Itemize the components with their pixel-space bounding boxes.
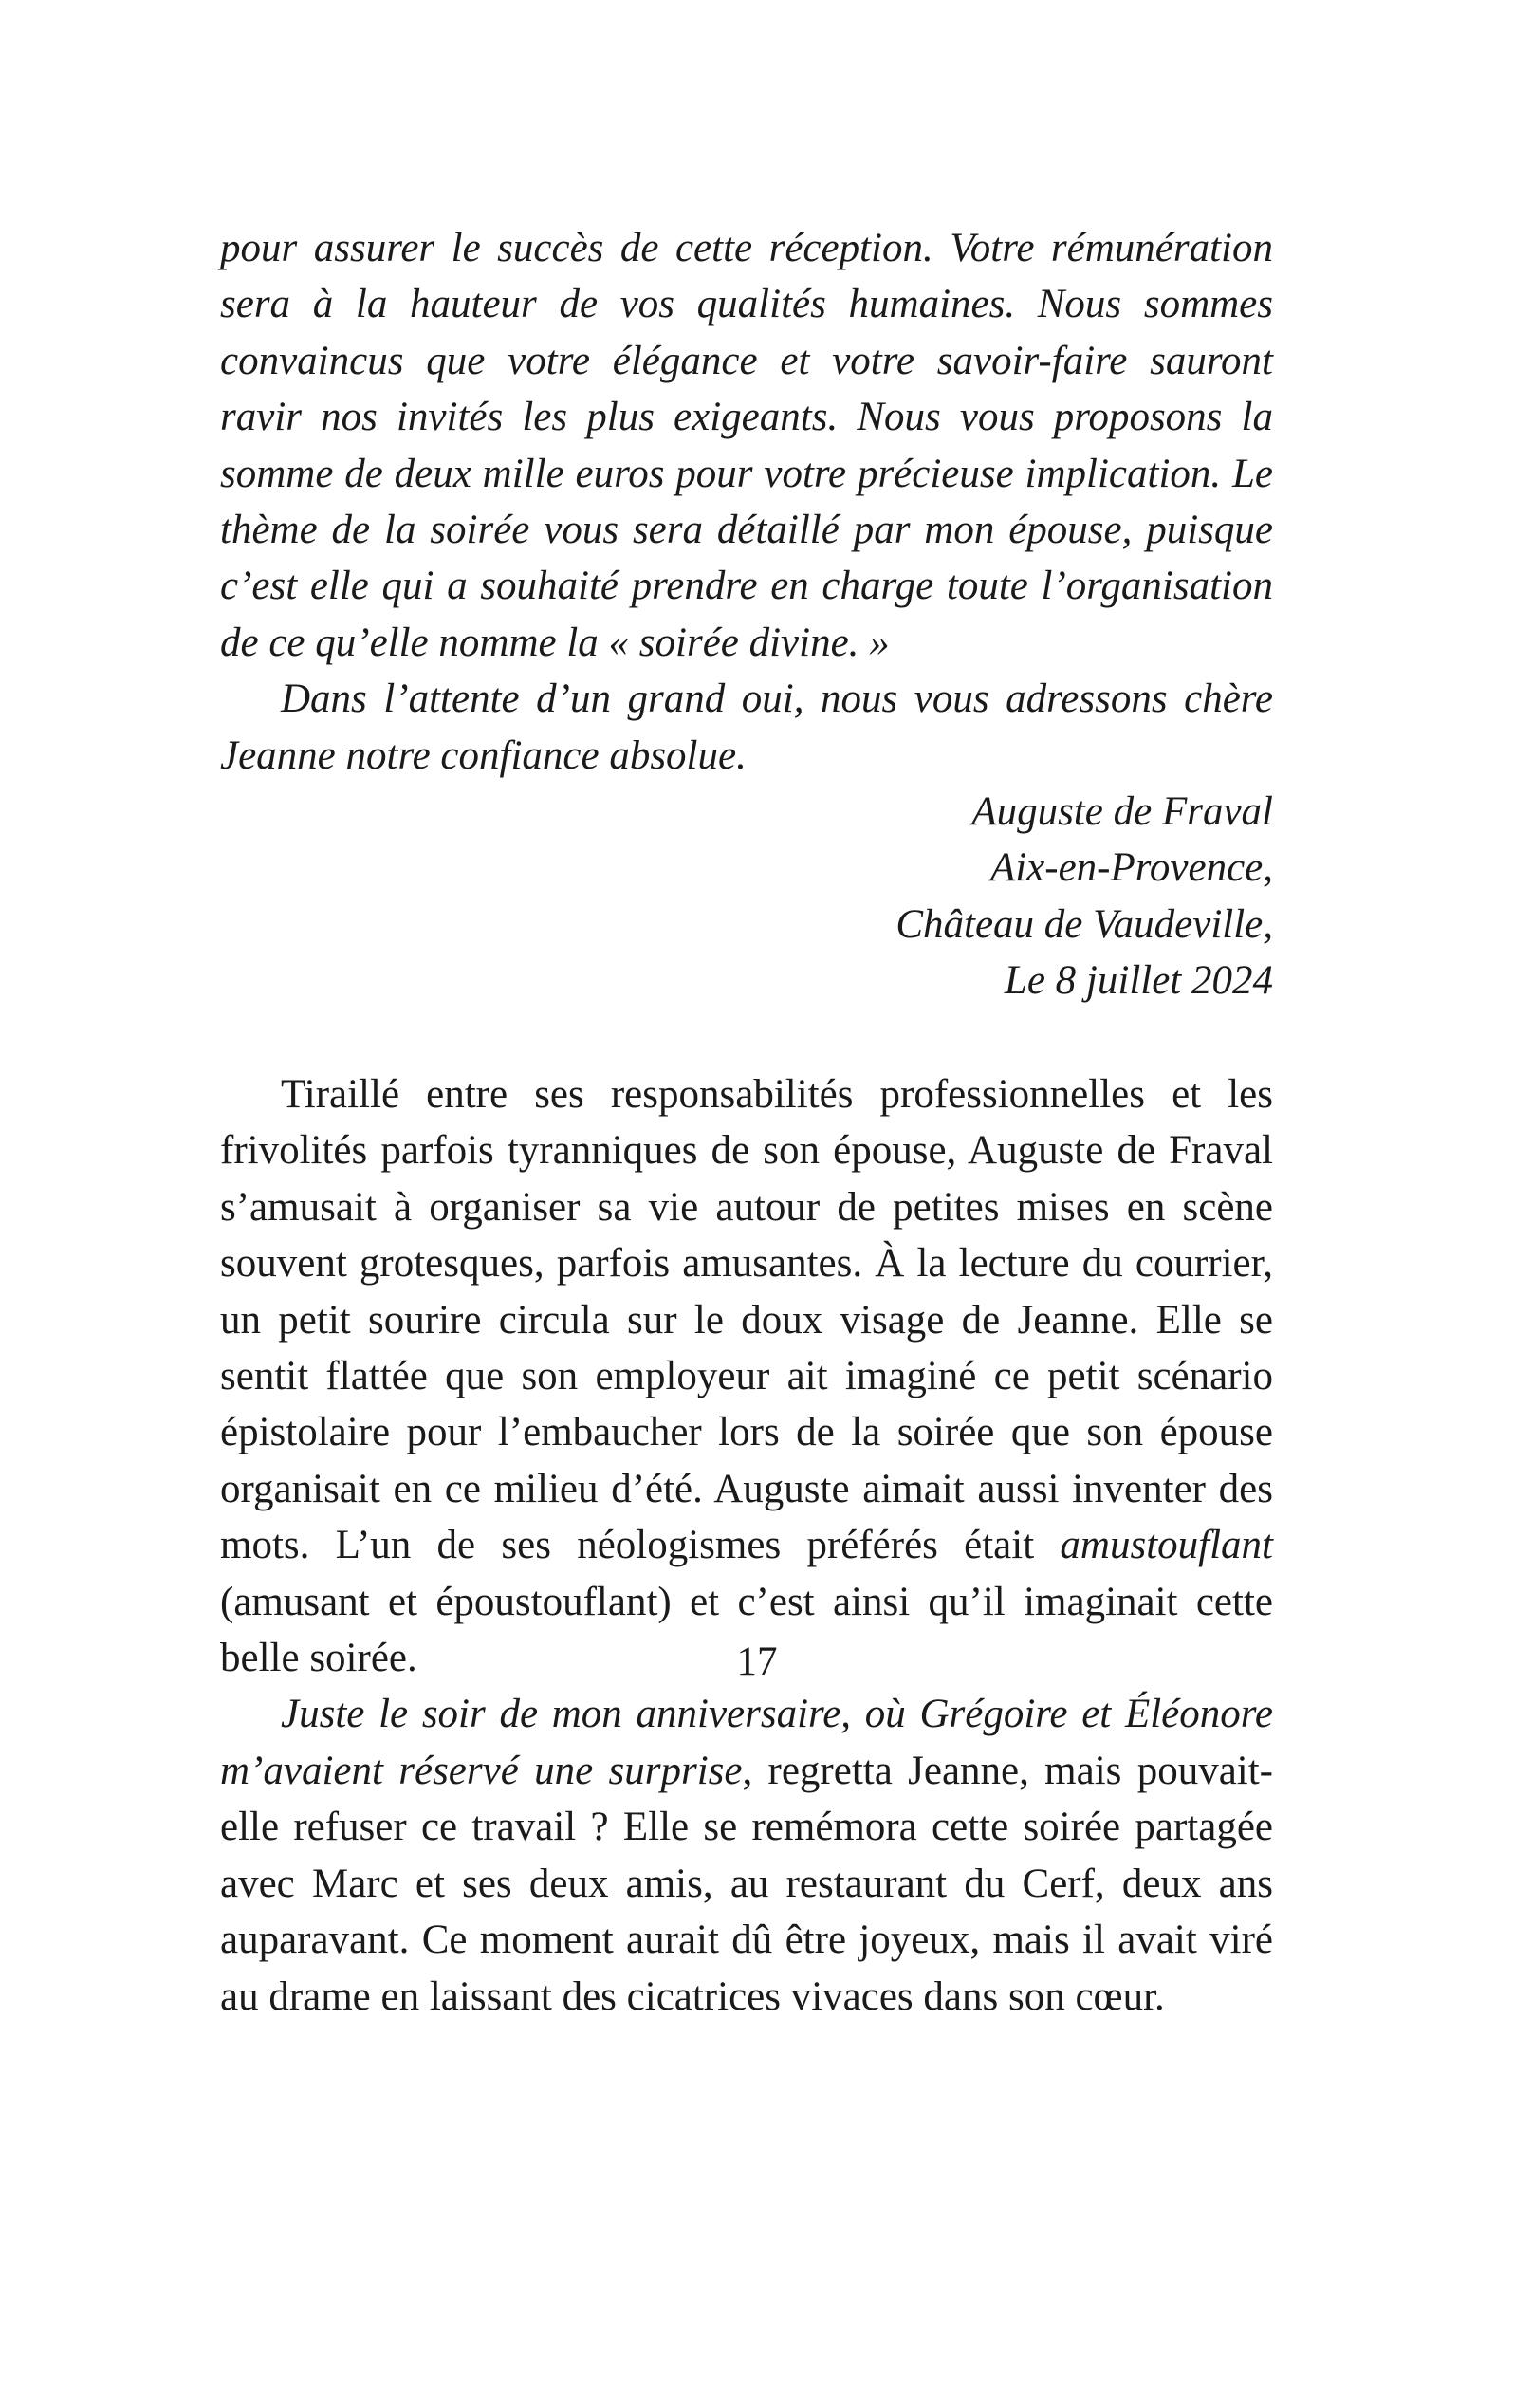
narrative-text: [220, 1066, 1273, 2025]
inner-thought-emphasis: Juste le soir de mon anniversaire, où Grégoire et Éléonore m’avaient réservé une surprise: [220, 1692, 1273, 1793]
signature-date: Le 8 juillet 2024: [1004, 958, 1273, 1004]
signature-place: Château de Vaudeville,: [895, 901, 1273, 947]
letter-excerpt: [220, 220, 1273, 784]
signature-name: Auguste de Fraval: [971, 789, 1273, 834]
signature-city: Aix-en-Provence,: [989, 845, 1273, 891]
neologism-emphasis: amustouflant: [1060, 1523, 1273, 1568]
narrative-paragraph: [220, 1686, 1273, 2024]
letter-paragraph: pour assurer le succès de cette réception. Votre rémunération sera à la hauteur de vos qualités humaines. Nous sommes convaincus que votre élégance et votre savoir-faire sauront ravir nos invités les plus exigeants. Nous vous proposons la somme de deux mille euros pour votre précieuse implication. Le thème de la soirée vous sera détaillé par mon épouse, puisque c’est elle qui a souhaité prendre en charge toute l’organisation de ce qu’elle nomme la « soirée divine. »: [220, 226, 1273, 665]
letter-signature: [895, 784, 1273, 1010]
narrative-paragraph: [220, 1066, 1273, 1686]
page-number: 17: [736, 1639, 778, 1684]
letter-closing-paragraph: Dans l’attente d’un grand oui, nous vous adressons chère Jeanne notre confiance absolue.: [220, 676, 1273, 778]
narrative-text-run: , regretta Jeanne, mais pouvait-elle refuser ce travail ? Elle se remémora cette soirée partagée avec Marc et ses deux amis, au restaurant du Cerf, deux ans auparavant. Ce moment aurait dû être joyeux, mais il avait viré au drame en laissant des cicatrices vivaces dans son cœur.: [220, 1748, 1273, 2019]
narrative-text-run: (amusant et époustouflant) et c’est ainsi qu’il imaginait cette belle soirée.: [220, 1579, 1273, 1681]
narrative-text-run: Tiraillé entre ses responsabilités professionnelles et les frivolités parfois tyranniques de son épouse, Auguste de Fraval s’amusait à organiser sa vie autour de petites mises en scène souvent grotesques, parfois amusantes. À la lecture du courrier, un petit sourire circula sur le doux visage de Jeanne. Elle se sentit flattée que son employeur ait imaginé ce petit scénario épistolaire pour l’embaucher lors de la soirée que son épouse organisait en ce milieu d’été. Auguste aimait aussi inventer des mots. L’un de ses néologismes préférés était: [220, 1072, 1273, 1568]
